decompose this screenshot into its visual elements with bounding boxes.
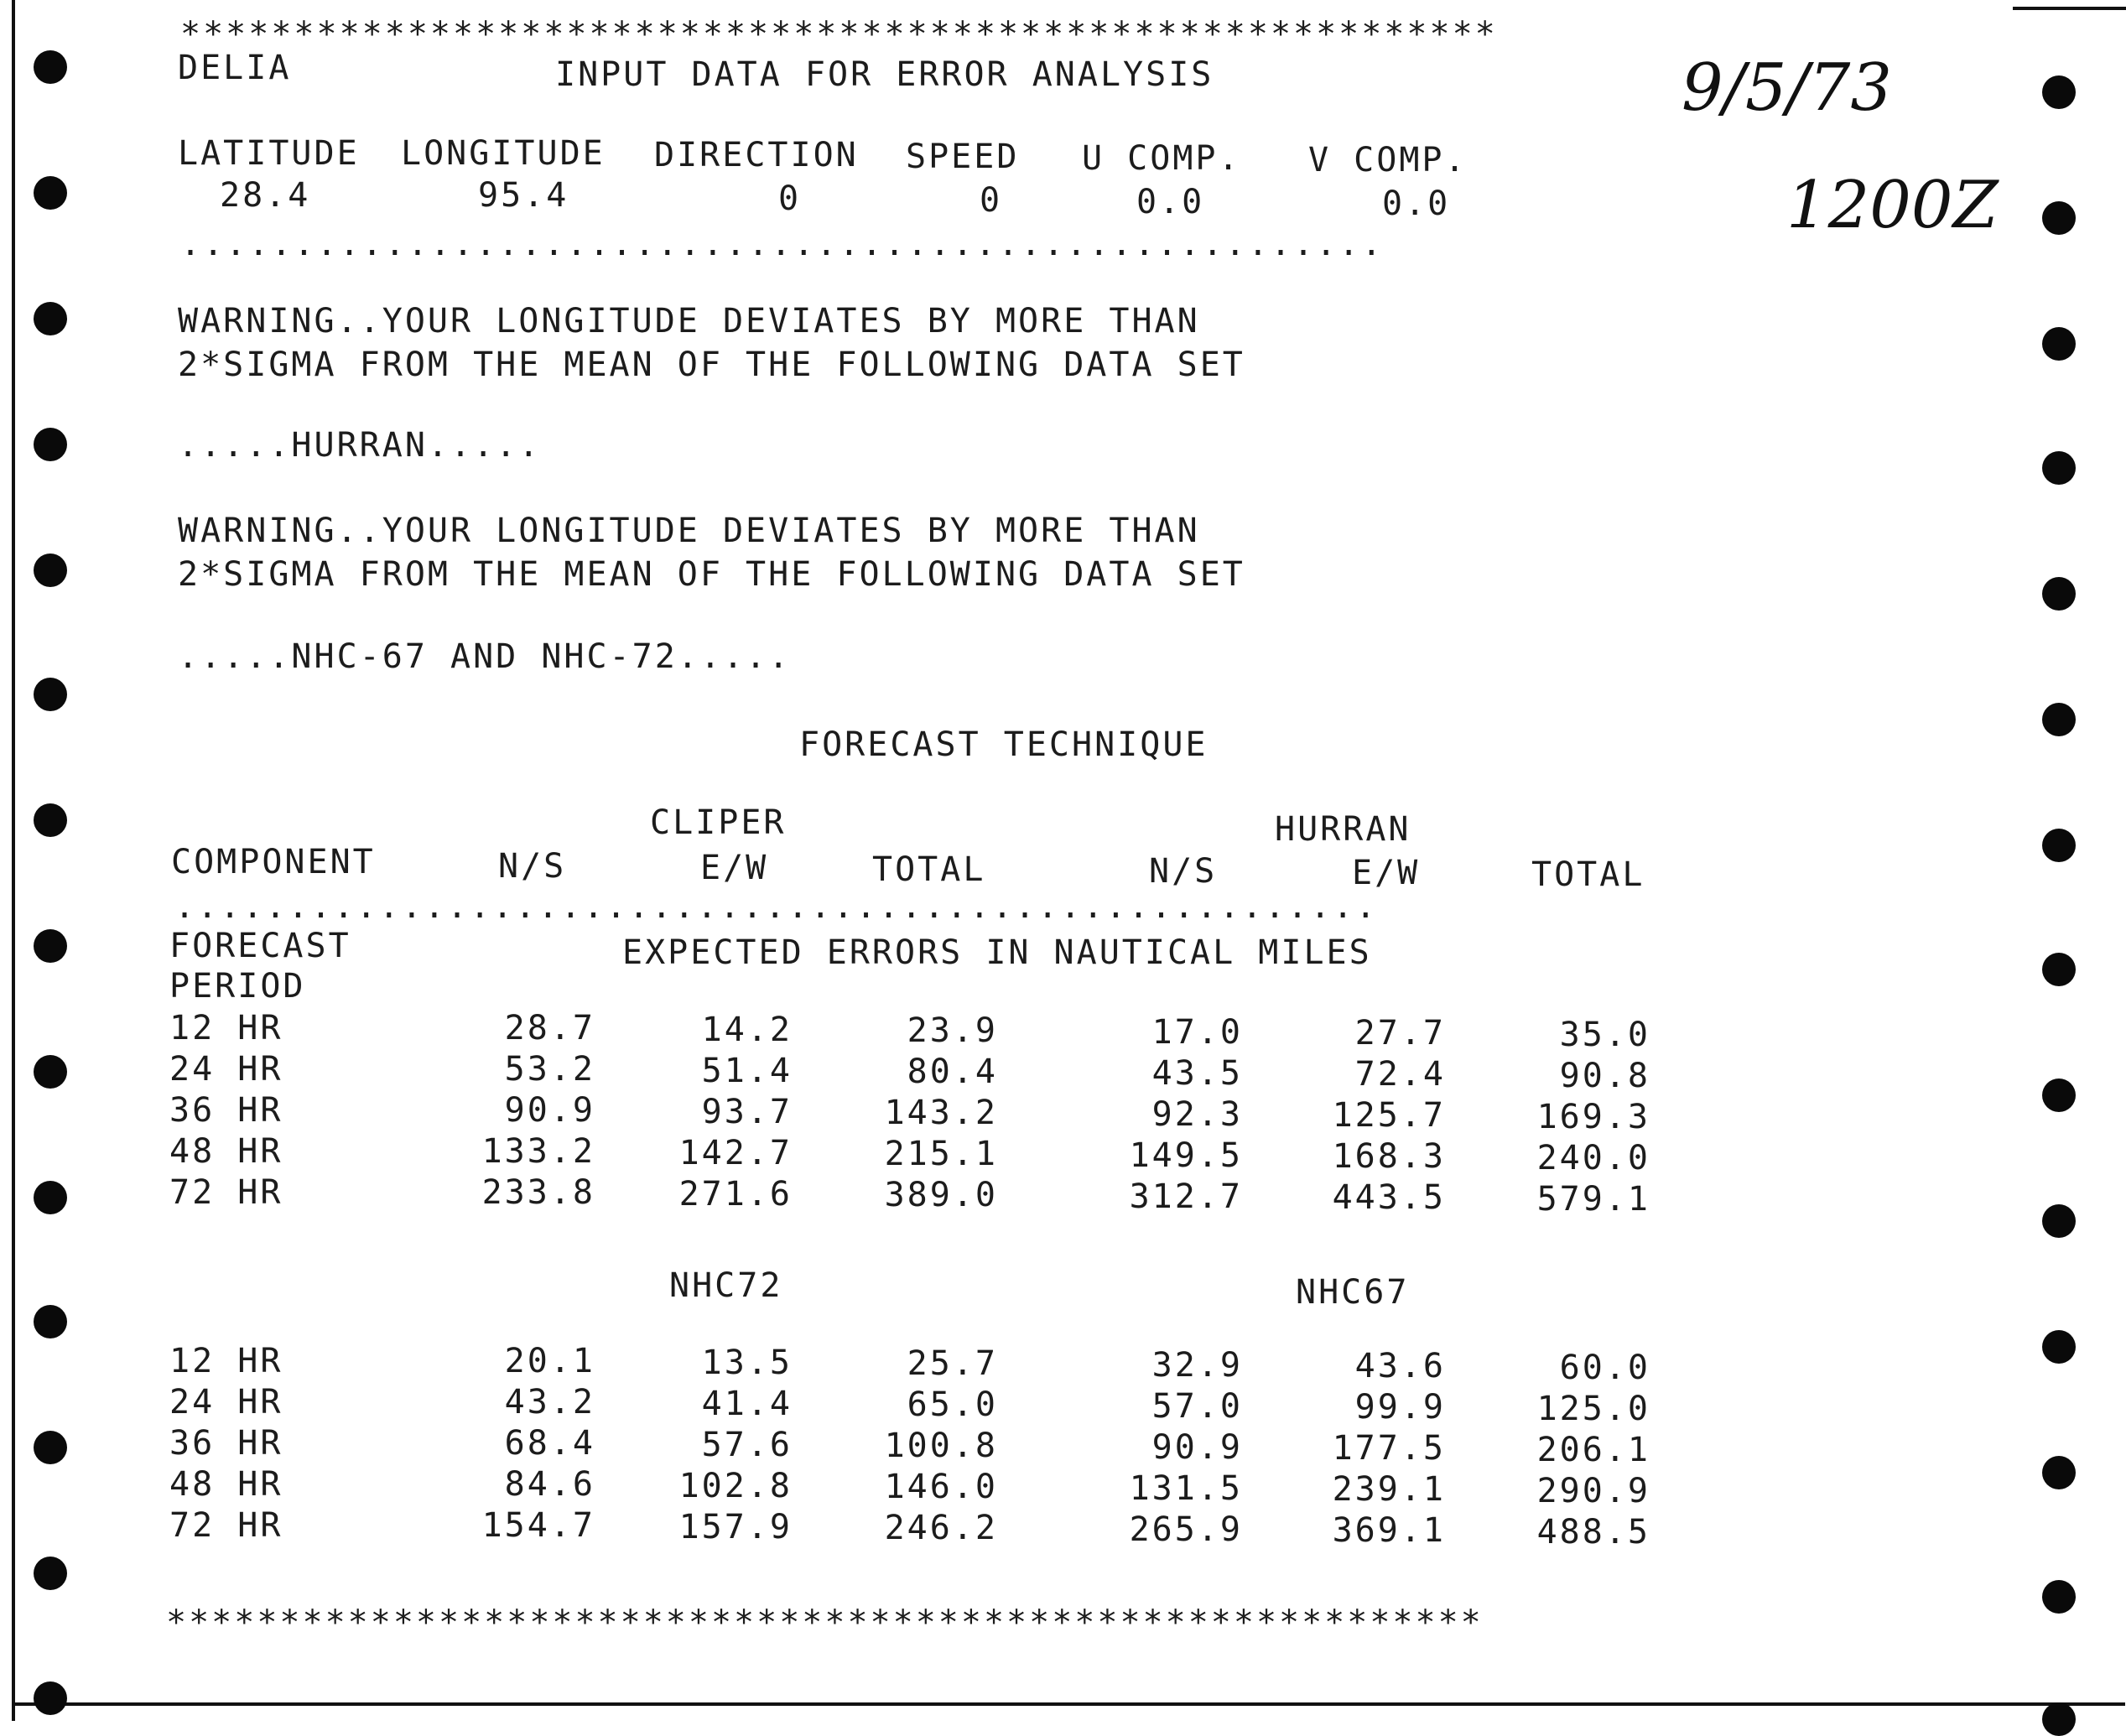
value-cell: 265.9 (1129, 1510, 1243, 1549)
value-cell: 154.7 (481, 1506, 595, 1545)
feed-hole-icon (34, 1055, 67, 1089)
value-cell: 80.4 (907, 1053, 998, 1091)
feed-hole-icon (2042, 451, 2076, 485)
period-label: PERIOD (169, 967, 306, 1006)
feed-hole-icon (34, 428, 67, 461)
col-header-ns: N/S (1149, 852, 1218, 891)
value-cell: 168.3 (1332, 1137, 1446, 1176)
feed-hole-icon (34, 1557, 67, 1590)
value-cell: 13.5 (701, 1343, 793, 1382)
report-title: INPUT DATA FOR ERROR ANALYSIS (555, 55, 1214, 94)
header-u-comp: U COMP. (1082, 139, 1241, 178)
period-cell: 48 HR (169, 1465, 283, 1504)
value-cell: 233.8 (481, 1173, 595, 1212)
feed-hole-icon (2042, 1702, 2076, 1736)
paper-left-edge (12, 0, 15, 1721)
value-cell: 206.1 (1536, 1430, 1650, 1469)
feed-hole-icon (2042, 1330, 2076, 1364)
value-cell: 389.0 (884, 1176, 998, 1214)
value-cell: 35.0 (1559, 1015, 1650, 1054)
forecast-technique-title: FORECAST TECHNIQUE (799, 725, 1209, 764)
warning-line: WARNING..YOUR LONGITUDE DEVIATES BY MORE THAN (178, 302, 1200, 340)
feed-hole-icon (2042, 1456, 2076, 1489)
col-header-ew: E/W (700, 849, 769, 887)
header-latitude: LATITUDE (178, 134, 360, 173)
header-v-comp: V COMP. (1308, 141, 1468, 179)
col-header-ew: E/W (1352, 854, 1421, 892)
value-cell: 143.2 (884, 1094, 998, 1132)
warning-line: WARNING..YOUR LONGITUDE DEVIATES BY MORE THAN (178, 512, 1200, 550)
value-cell: 290.9 (1536, 1471, 1650, 1510)
feed-hole-icon (2042, 953, 2076, 986)
period-cell: 48 HR (169, 1132, 283, 1171)
feed-hole-icon (2042, 201, 2076, 235)
period-cell: 72 HR (169, 1173, 283, 1212)
value-cell: 149.5 (1129, 1136, 1243, 1175)
feed-hole-icon (34, 50, 67, 84)
storm-name: DELIA (178, 49, 292, 87)
col-header-total: TOTAL (872, 850, 986, 889)
value-cell: 240.0 (1536, 1138, 1650, 1177)
value-cell: 157.9 (678, 1507, 793, 1546)
feed-hole-icon (34, 1431, 67, 1464)
feed-hole-icon (34, 554, 67, 587)
paper-bottom-edge (12, 1702, 2125, 1706)
group-label-nhc67: NHC67 (1296, 1273, 1410, 1312)
value-cell: 41.4 (701, 1384, 793, 1423)
value-cell: 271.6 (678, 1174, 793, 1214)
value-cell: 369.1 (1332, 1511, 1446, 1550)
value-cell: 246.2 (884, 1509, 998, 1547)
value-cell: 579.1 (1536, 1179, 1650, 1219)
value-cell: 17.0 (1151, 1012, 1243, 1052)
value-cell: 125.0 (1536, 1389, 1650, 1428)
value-v-comp: 0.0 (1382, 185, 1451, 223)
col-header-ns: N/S (498, 847, 567, 886)
header-direction: DIRECTION (654, 136, 859, 174)
feed-hole-icon (34, 803, 67, 837)
period-cell: 36 HR (169, 1091, 283, 1130)
value-cell: 146.0 (884, 1468, 998, 1506)
feed-hole-icon (2042, 703, 2076, 736)
value-cell: 125.7 (1332, 1096, 1446, 1135)
feed-hole-icon (34, 1681, 67, 1715)
units-label: EXPECTED ERRORS IN NAUTICAL MILES (622, 933, 1372, 972)
value-cell: 32.9 (1151, 1345, 1243, 1385)
value-cell: 53.2 (504, 1050, 595, 1089)
period-cell: 24 HR (169, 1383, 283, 1422)
value-cell: 488.5 (1536, 1512, 1650, 1551)
value-cell: 133.2 (481, 1132, 595, 1171)
feed-hole-icon (34, 929, 67, 963)
period-cell: 24 HR (169, 1050, 283, 1089)
value-cell: 90.9 (1151, 1427, 1243, 1467)
bottom-star-rule: ********************************************************** (166, 1603, 1484, 1642)
warning-line: 2*SIGMA FROM THE MEAN OF THE FOLLOWING DATA SET (178, 346, 1245, 384)
feed-hole-icon (2042, 75, 2076, 109)
group-label-nhc72: NHC72 (669, 1266, 783, 1305)
value-cell: 72.4 (1354, 1055, 1446, 1094)
feed-hole-icon (34, 302, 67, 335)
feed-hole-icon (34, 1181, 67, 1214)
value-cell: 25.7 (907, 1344, 998, 1383)
value-cell: 43.5 (1151, 1053, 1243, 1093)
value-cell: 51.4 (701, 1051, 793, 1090)
value-cell: 20.1 (504, 1342, 595, 1380)
feed-hole-icon (34, 678, 67, 711)
value-cell: 142.7 (678, 1133, 793, 1172)
value-cell: 443.5 (1332, 1178, 1446, 1217)
value-latitude: 28.4 (220, 176, 311, 215)
paper-top-edge (2013, 7, 2126, 10)
feed-hole-icon (2042, 1580, 2076, 1614)
feed-hole-icon (34, 176, 67, 210)
feed-hole-icon (2042, 1079, 2076, 1112)
feed-hole-icon (2042, 577, 2076, 611)
period-cell: 72 HR (169, 1506, 283, 1545)
period-cell: 12 HR (169, 1009, 283, 1047)
feed-hole-icon (34, 1305, 67, 1338)
value-cell: 90.9 (504, 1091, 595, 1130)
value-cell: 68.4 (504, 1424, 595, 1463)
value-cell: 60.0 (1559, 1348, 1650, 1387)
value-cell: 102.8 (678, 1466, 793, 1505)
value-cell: 92.3 (1151, 1094, 1243, 1134)
group-label-hurran: HURRAN (1275, 810, 1411, 849)
feed-hole-icon (2042, 1204, 2076, 1238)
value-cell: 99.9 (1354, 1388, 1446, 1427)
component-label: COMPONENT (171, 843, 376, 881)
forecast-label: FORECAST (169, 927, 351, 965)
value-cell: 57.6 (701, 1425, 793, 1464)
header-speed: SPEED (906, 138, 1020, 176)
value-cell: 28.7 (504, 1009, 595, 1047)
value-cell: 93.7 (701, 1092, 793, 1131)
handwritten-time: 1200Z (1786, 168, 1999, 243)
value-cell: 312.7 (1129, 1177, 1243, 1216)
value-cell: 239.1 (1332, 1470, 1446, 1509)
value-cell: 90.8 (1559, 1056, 1650, 1095)
feed-hole-icon (2042, 327, 2076, 361)
feed-hole-icon (2042, 829, 2076, 862)
value-cell: 43.2 (504, 1383, 595, 1422)
group-label-cliper: CLIPER (650, 803, 787, 842)
value-cell: 57.0 (1151, 1386, 1243, 1426)
value-cell: 215.1 (884, 1135, 998, 1173)
warning-line: 2*SIGMA FROM THE MEAN OF THE FOLLOWING DATA SET (178, 555, 1245, 594)
top-star-rule: ********************************************************** (180, 15, 1498, 54)
value-cell: 65.0 (907, 1385, 998, 1424)
value-cell: 27.7 (1354, 1014, 1446, 1053)
value-longitude: 95.4 (478, 176, 569, 215)
value-cell: 100.8 (884, 1427, 998, 1465)
period-cell: 36 HR (169, 1424, 283, 1463)
value-direction: 0 (778, 179, 802, 218)
dotted-separator: ..................................................... (180, 225, 1385, 263)
value-cell: 169.3 (1536, 1097, 1650, 1136)
value-u-comp: 0.0 (1136, 183, 1205, 221)
value-cell: 14.2 (701, 1010, 793, 1049)
col-header-total: TOTAL (1531, 855, 1645, 894)
value-cell: 84.6 (504, 1465, 595, 1504)
warning-dataset: .....HURRAN..... (178, 426, 542, 465)
value-cell: 43.6 (1354, 1347, 1446, 1385)
value-cell: 23.9 (907, 1011, 998, 1050)
header-longitude: LONGITUDE (401, 134, 606, 173)
dotted-separator: ..................................................... (174, 887, 1379, 926)
period-cell: 12 HR (169, 1342, 283, 1380)
warning-dataset: .....NHC-67 AND NHC-72..... (178, 637, 792, 676)
handwritten-date: 9/5/73 (1682, 50, 1893, 126)
value-speed: 0 (980, 181, 1003, 220)
value-cell: 177.5 (1332, 1429, 1446, 1468)
value-cell: 131.5 (1129, 1468, 1243, 1508)
